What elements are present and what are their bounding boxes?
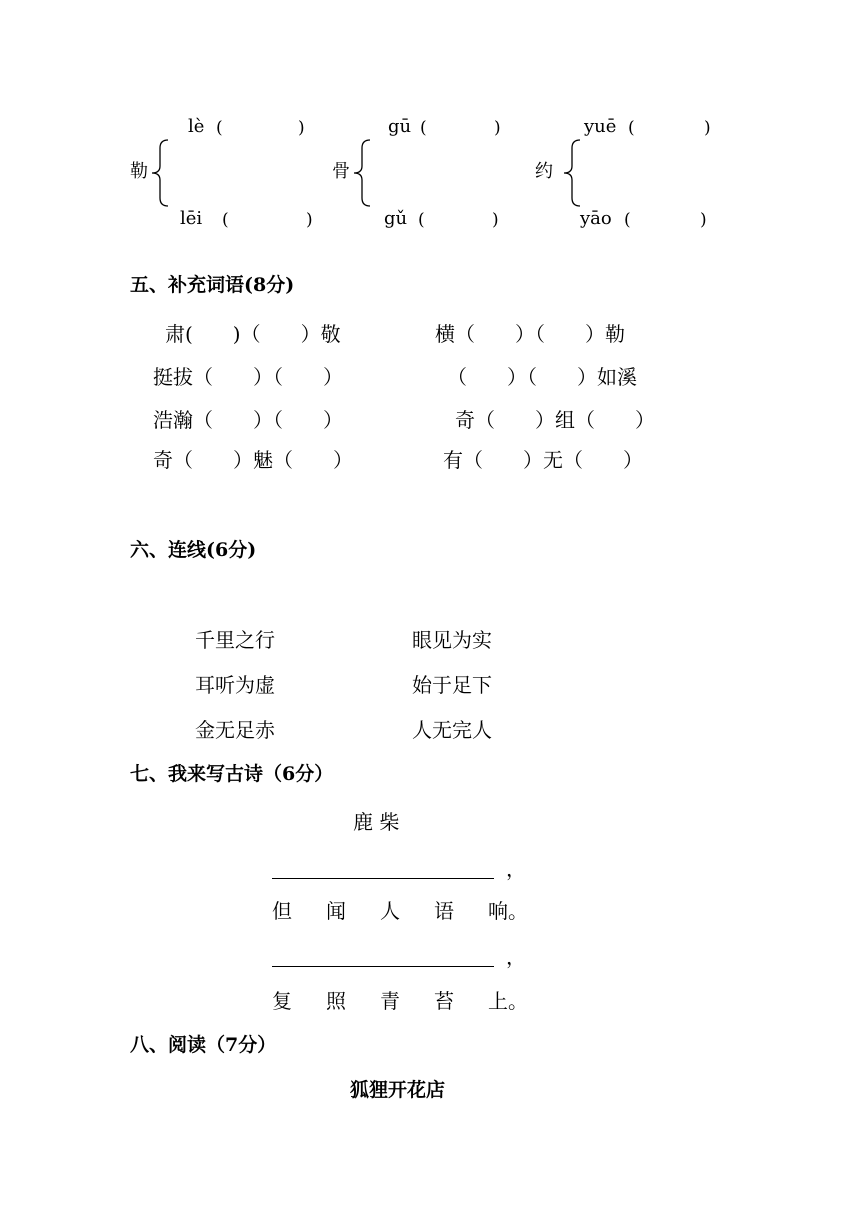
section-title: 六、连线(6分) xyxy=(130,539,257,561)
poem-comma: ， xyxy=(506,857,526,881)
match-left-item: 耳听为虚 xyxy=(195,673,275,697)
poem-char: 复 xyxy=(272,989,292,1013)
paren-close: ) xyxy=(306,210,313,230)
match-left-item: 金无足赤 xyxy=(195,718,275,742)
paren-open: ( xyxy=(216,118,223,138)
section-title: 七、我来写古诗（6分） xyxy=(130,763,334,785)
pinyin-yue1: yuē xyxy=(584,116,617,137)
polyphone-char-gu: 骨 xyxy=(332,161,350,182)
brace-icon xyxy=(562,138,582,208)
fill-word-item: 浩瀚（ ）（ ） xyxy=(153,408,343,432)
section-title: 八、阅读（7分） xyxy=(130,1034,277,1056)
story-title: 狐狸开花店 xyxy=(350,1079,446,1101)
fill-word-item: 奇（ ）组（ ） xyxy=(455,408,655,432)
match-right-item: 始于足下 xyxy=(412,673,492,697)
paren-close: ) xyxy=(704,118,711,138)
match-right-item: 人无完人 xyxy=(412,718,492,742)
polyphone-char-yue: 约 xyxy=(535,161,553,182)
poem-blank-line[interactable] xyxy=(272,878,494,879)
pinyin-le4: lè xyxy=(188,116,205,137)
paren-close: ) xyxy=(700,210,707,230)
poem-char: 但 xyxy=(272,899,292,923)
poem-char: 响。 xyxy=(488,899,528,923)
brace-icon xyxy=(352,138,372,208)
fill-word-item: 奇（ ）魅（ ） xyxy=(153,448,353,472)
poem-title: 鹿 柴 xyxy=(353,810,400,834)
poem-char: 照 xyxy=(326,989,346,1013)
paren-open: ( xyxy=(418,210,425,230)
fill-word-item: 肃( )（ ）敬 xyxy=(165,322,341,346)
pinyin-gu1: gū xyxy=(388,116,412,137)
fill-word-item: （ ）（ ）如溪 xyxy=(447,365,637,389)
paren-open: ( xyxy=(628,118,635,138)
poem-comma: ， xyxy=(506,945,526,969)
poem-char: 闻 xyxy=(326,899,346,923)
paren-close: ) xyxy=(492,210,499,230)
paren-close: ) xyxy=(298,118,305,138)
poem-char: 苔 xyxy=(434,989,454,1013)
paren-open: ( xyxy=(624,210,631,230)
section-title: 五、补充词语(8分) xyxy=(130,274,295,296)
paren-open: ( xyxy=(420,118,427,138)
fill-word-item: 横（ ）（ ）勒 xyxy=(435,322,625,346)
fill-word-item: 有（ ）无（ ） xyxy=(443,448,643,472)
paren-close: ) xyxy=(494,118,501,138)
match-right-item: 眼见为实 xyxy=(412,628,492,652)
paren-open: ( xyxy=(222,210,229,230)
brace-icon xyxy=(150,138,170,208)
poem-char: 人 xyxy=(380,899,400,923)
pinyin-yao1: yāo xyxy=(580,208,612,229)
fill-word-item: 挺拔（ ）（ ） xyxy=(153,365,343,389)
poem-blank-line[interactable] xyxy=(272,966,494,967)
poem-char: 上。 xyxy=(488,989,528,1013)
pinyin-lei1: lēi xyxy=(180,208,203,229)
poem-char: 青 xyxy=(380,989,400,1013)
match-left-item: 千里之行 xyxy=(195,628,275,652)
polyphone-char-le: 勒 xyxy=(130,161,148,182)
pinyin-gu3: gǔ xyxy=(384,208,408,229)
poem-char: 语 xyxy=(434,899,454,923)
